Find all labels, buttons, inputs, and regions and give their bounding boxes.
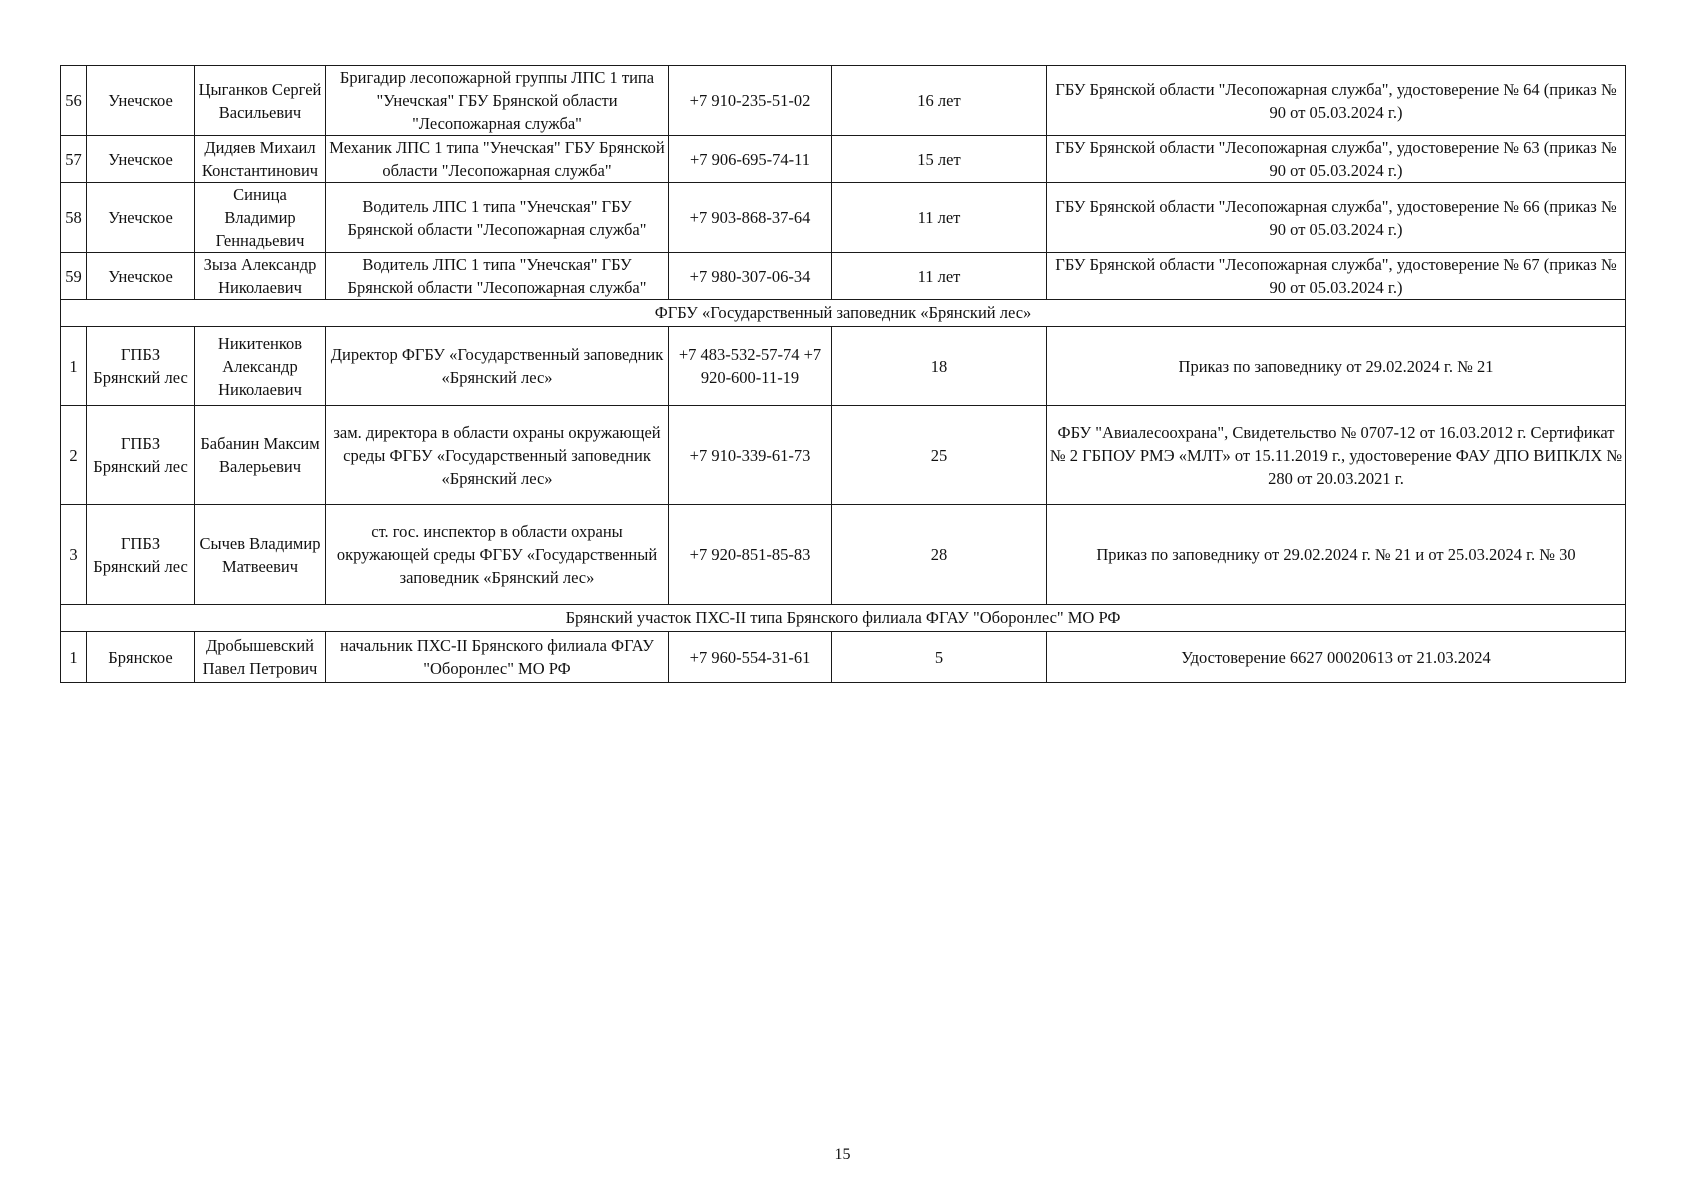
page-number: 15	[834, 1146, 851, 1163]
table-row	[61, 632, 1626, 683]
district-cell: Унечское	[87, 136, 195, 183]
experience-cell: 11 лет	[832, 183, 1047, 253]
certificate-cell: ГБУ Брянской области "Лесопожарная служба", удостоверение № 64 (приказ № 90 от 05.03.2024 г.)	[1047, 66, 1626, 136]
experience-cell: 15 лет	[832, 136, 1047, 183]
person-name-cell: Бабанин Максим Валерьевич	[195, 406, 326, 505]
phone-cell: +7 903-868-37-64	[669, 183, 832, 253]
person-name-cell: Дидяев Михаил Константинович	[195, 136, 326, 183]
position-cell: ст. гос. инспектор в области охраны окружающей среды ФГБУ «Государственный заповедник «Брянский лес»	[326, 505, 669, 605]
experience-cell: 16 лет	[832, 66, 1047, 136]
table-row	[61, 253, 1626, 300]
person-name-cell: Сычев Владимир Матвеевич	[195, 505, 326, 605]
phone-cell: +7 960-554-31-61	[669, 632, 832, 683]
experience-cell: 18	[832, 327, 1047, 406]
person-name-cell: Никитенков Александр Николаевич	[195, 327, 326, 406]
certificate-cell: Приказ по заповеднику от 29.02.2024 г. № 21 и от 25.03.2024 г. № 30	[1047, 505, 1626, 605]
row-number: 58	[61, 183, 87, 253]
district-cell-line2: Брянский лес	[93, 457, 188, 476]
row-number: 56	[61, 66, 87, 136]
table-row	[61, 505, 1626, 605]
personnel-table	[60, 65, 1626, 683]
certificate-cell: ГБУ Брянской области "Лесопожарная служба", удостоверение № 67 (приказ № 90 от 05.03.2024 г.)	[1047, 253, 1626, 300]
section-header-row	[61, 605, 1626, 632]
person-name-cell: Дробышевский Павел Петрович	[195, 632, 326, 683]
district-cell: ГПБЗ Брянский лес	[87, 327, 195, 406]
section-title-reserve: ФГБУ «Государственный заповедник «Брянский лес»	[61, 300, 1626, 327]
row-number: 2	[61, 406, 87, 505]
phone-cell: +7 920-851-85-83	[669, 505, 832, 605]
certificate-cell: Приказ по заповеднику от 29.02.2024 г. № 21	[1047, 327, 1626, 406]
person-name-cell: Зыза Александр Николаевич	[195, 253, 326, 300]
phone-cell: +7 483-532-57-74 +7 920-600-11-19	[669, 327, 832, 406]
certificate-cell: Удостоверение 6627 00020613 от 21.03.2024	[1047, 632, 1626, 683]
experience-cell: 28	[832, 505, 1047, 605]
position-cell: Механик ЛПС 1 типа "Унечская" ГБУ Брянской области "Лесопожарная служба"	[326, 136, 669, 183]
district-cell: ГПБЗ Брянский лес	[87, 505, 195, 605]
district-cell: Унечское	[87, 183, 195, 253]
certificate-cell: ФБУ "Авиалесоохрана", Свидетельство № 0707-12 от 16.03.2012 г. Сертификат № 2 ГБПОУ РМЭ «МЛТ» от 15.11.2019 г., удостоверение ФАУ ДПО ВИПКЛХ № 280 от 20.03.2021 г.	[1047, 406, 1626, 505]
phone-cell: +7 910-235-51-02	[669, 66, 832, 136]
person-name-cell: Цыганков Сергей Васильевич	[195, 66, 326, 136]
section-title-oboronles: Брянский участок ПХС-II типа Брянского филиала ФГАУ "Оборонлес" МО РФ	[61, 605, 1626, 632]
certificate-cell: ГБУ Брянской области "Лесопожарная служба", удостоверение № 63 (приказ № 90 от 05.03.2024 г.)	[1047, 136, 1626, 183]
district-cell: Унечское	[87, 253, 195, 300]
table-row	[61, 327, 1626, 406]
experience-cell: 11 лет	[832, 253, 1047, 300]
row-number: 3	[61, 505, 87, 605]
row-number: 57	[61, 136, 87, 183]
position-cell: зам. директора в области охраны окружающей среды ФГБУ «Государственный заповедник «Брянский лес»	[326, 406, 669, 505]
district-cell: Унечское	[87, 66, 195, 136]
position-cell: Бригадир лесопожарной группы ЛПС 1 типа "Унечская" ГБУ Брянской области "Лесопожарная служба"	[326, 66, 669, 136]
district-cell: ГПБЗ Брянский лес	[87, 406, 195, 505]
district-cell-line2: Брянский лес	[93, 368, 188, 387]
person-name-cell: Синица Владимир Геннадьевич	[195, 183, 326, 253]
district-cell: Брянское	[87, 632, 195, 683]
table-row	[61, 66, 1626, 136]
experience-cell: 5	[832, 632, 1047, 683]
position-cell: Водитель ЛПС 1 типа "Унечская" ГБУ Брянской области "Лесопожарная служба"	[326, 253, 669, 300]
position-cell: Директор ФГБУ «Государственный заповедник «Брянский лес»	[326, 327, 669, 406]
row-number: 59	[61, 253, 87, 300]
section-header-row	[61, 300, 1626, 327]
row-number: 1	[61, 632, 87, 683]
table-row	[61, 406, 1626, 505]
phone-cell: +7 910-339-61-73	[669, 406, 832, 505]
position-cell: Водитель ЛПС 1 типа "Унечская" ГБУ Брянской области "Лесопожарная служба"	[326, 183, 669, 253]
experience-cell: 25	[832, 406, 1047, 505]
phone-cell: +7 906-695-74-11	[669, 136, 832, 183]
table-row	[61, 183, 1626, 253]
phone-cell: +7 980-307-06-34	[669, 253, 832, 300]
row-number: 1	[61, 327, 87, 406]
table-row	[61, 136, 1626, 183]
district-cell-line2: Брянский лес	[93, 556, 188, 576]
certificate-cell: ГБУ Брянской области "Лесопожарная служба", удостоверение № 66 (приказ № 90 от 05.03.2024 г.)	[1047, 183, 1626, 253]
position-cell: начальник ПХС-II Брянского филиала ФГАУ "Оборонлес" МО РФ	[326, 632, 669, 683]
